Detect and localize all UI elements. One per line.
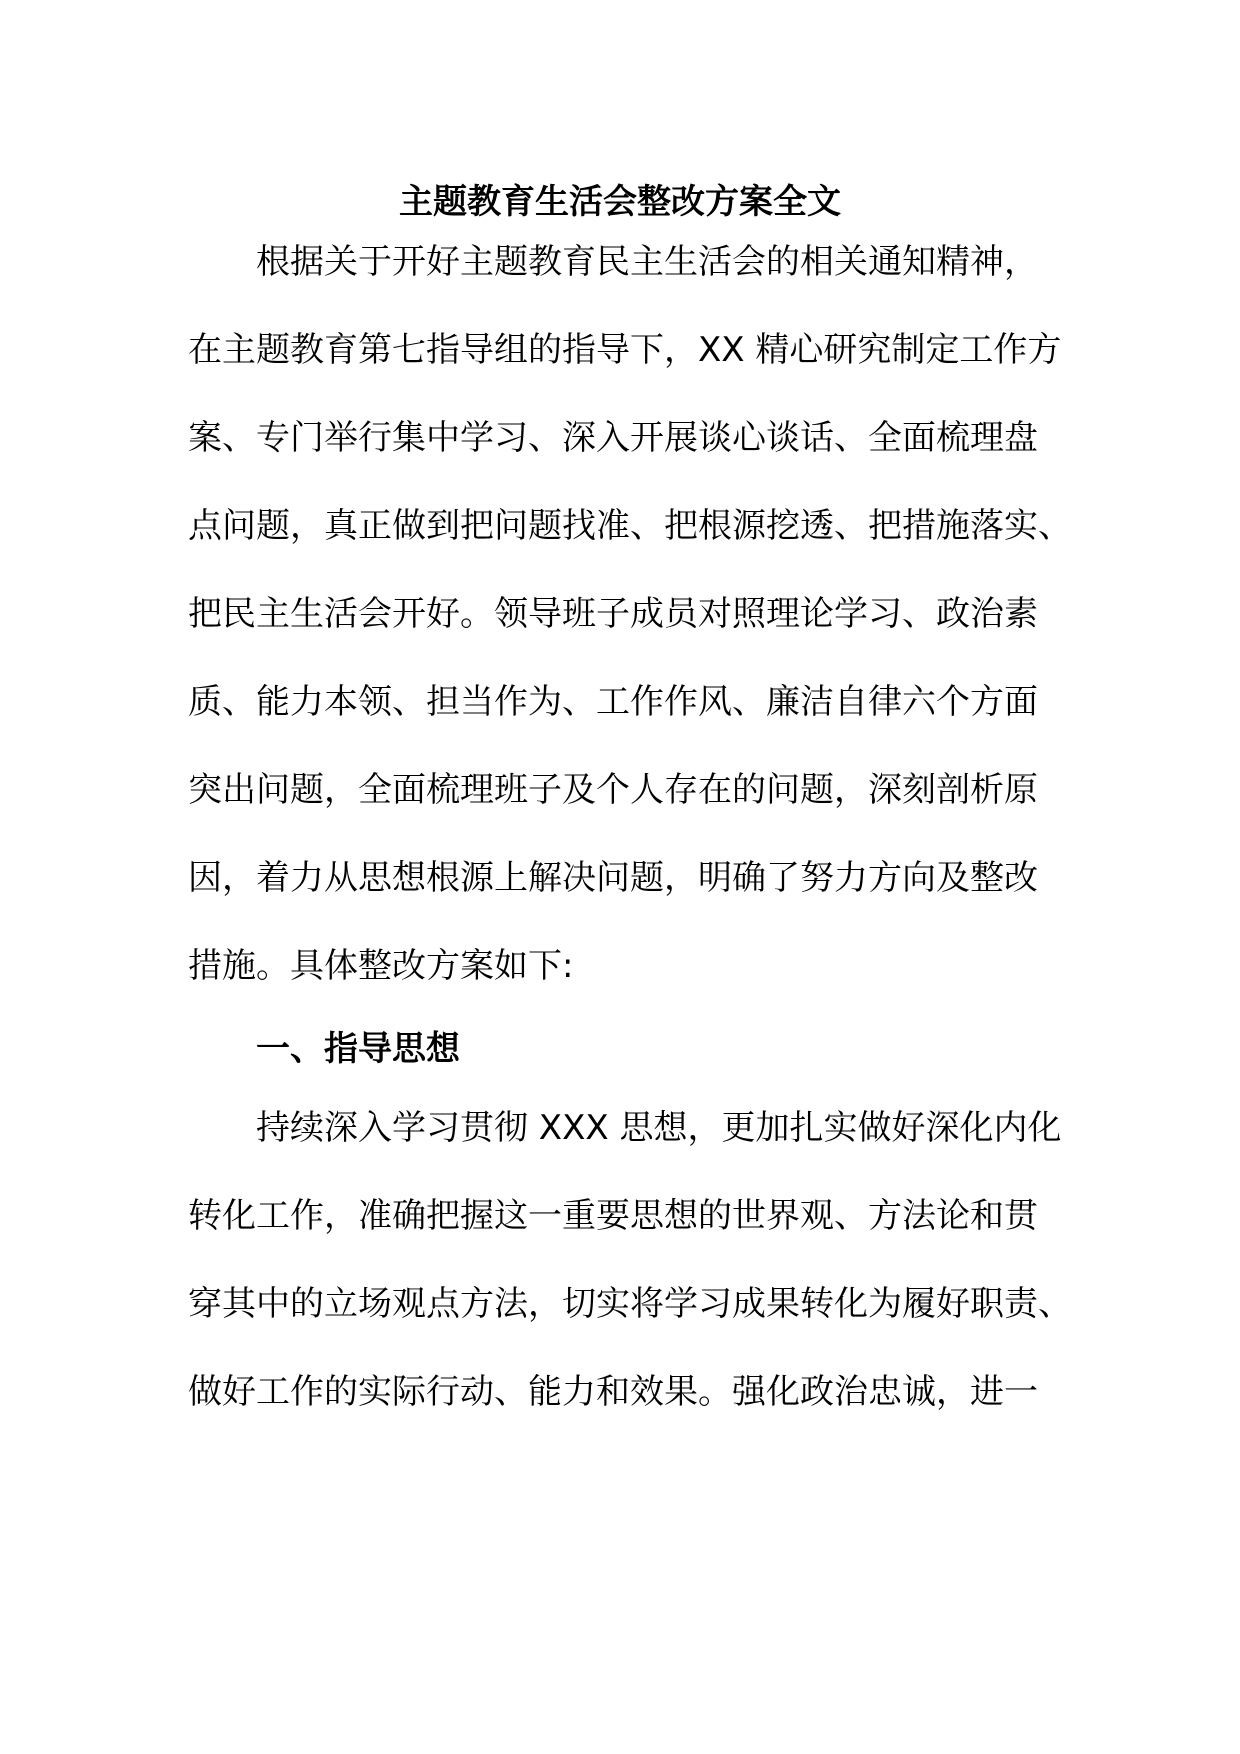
paragraph-line: 转化工作，准确把握这一重要思想的世界观、方法论和贯 xyxy=(188,1196,1038,1236)
paragraph-line: 在主题教育第七指导组的指导下，XX 精心研究制定工作方 xyxy=(188,330,1062,370)
document-title: 主题教育生活会整改方案全文 xyxy=(399,182,841,222)
paragraph-line: 把民主生活会开好。领导班子成员对照理论学习、政治素 xyxy=(188,594,1038,634)
paragraph-line: 根据关于开好主题教育民主生活会的相关通知精神， xyxy=(256,242,1038,282)
paragraph-line: 措施。具体整改方案如下: xyxy=(188,946,574,986)
paragraph-line: 案、专门举行集中学习、深入开展谈心谈话、全面梳理盘 xyxy=(188,418,1038,458)
paragraph-line: 持续深入学习贯彻 XXX 思想，更加扎实做好深化内化 xyxy=(256,1108,1062,1148)
paragraph-line: 点问题，真正做到把问题找准、把根源挖透、把措施落实、 xyxy=(188,506,1072,546)
paragraph-line: 质、能力本领、担当作为、工作作风、廉洁自律六个方面 xyxy=(188,682,1038,722)
section-heading: 一、指导思想 xyxy=(256,1029,460,1069)
paragraph-line: 做好工作的实际行动、能力和效果。强化政治忠诚，进一 xyxy=(188,1372,1038,1412)
paragraph-line: 因，着力从思想根源上解决问题，明确了努力方向及整改 xyxy=(188,858,1038,898)
paragraph-line: 穿其中的立场观点方法，切实将学习成果转化为履好职责、 xyxy=(188,1284,1072,1324)
paragraph-line: 突出问题，全面梳理班子及个人存在的问题，深刻剖析原 xyxy=(188,770,1038,810)
